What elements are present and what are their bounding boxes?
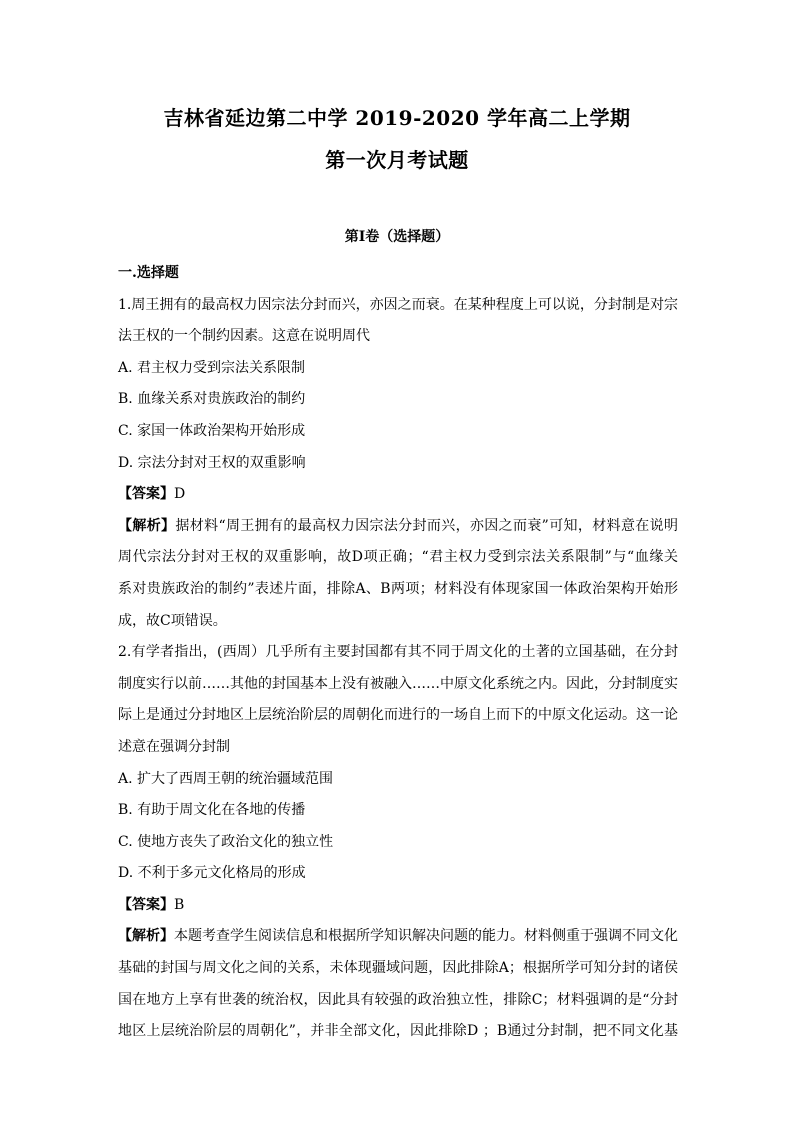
analysis-line: 基础的封国与周文化之间的关系，未体现疆域问题，因此排除A；根据所学可知分封的诸侯 (118, 960, 678, 977)
question-stem-line: 述意在强调分封制 (118, 738, 230, 755)
option-d: D. 不利于多元文化格局的形成 (118, 865, 306, 882)
option-b: B. 有助于周文化在各地的传播 (118, 802, 306, 819)
document-subtitle: 第一次月考试题 (325, 148, 469, 172)
question-stem-line: 法王权的一个制约因素。这意在说明周代 (118, 328, 370, 345)
question-1 (118, 290, 678, 638)
section-heading: 第Ⅰ卷（选择题） (344, 229, 450, 245)
document-body (118, 258, 678, 1048)
answer-line (118, 479, 678, 511)
analysis-line: 地区上层统治阶层的周朝化”，并非全部文化，因此排除D ；B通过分封制，把不同文化基 (118, 1023, 678, 1040)
option-a: A. 君主权力受到宗法关系限制 (118, 359, 306, 376)
analysis-label: 【解析】 (118, 928, 174, 945)
answer-label: 【答案】 (118, 486, 174, 503)
question-2 (118, 637, 678, 1048)
question-stem-line: 1.周王拥有的最高权力因宗法分封而兴，亦因之而衰。在某种程度上可以说，分封制是对宗 (118, 296, 678, 313)
analysis-line: 成，故C项错误。 (118, 612, 227, 629)
option-d: D. 宗法分封对王权的双重影响 (118, 454, 306, 471)
analysis-line (118, 921, 678, 953)
analysis-text: 据材料“周王拥有的最高权力因宗法分封而兴，亦因之而衰”可知，材料意在说明 (175, 517, 679, 534)
analysis-label: 【解析】 (118, 517, 176, 534)
analysis-line: 国在地方上享有世袭的统治权，因此具有较强的政治独立性，排除C；材料强调的是“分封 (118, 991, 678, 1008)
analysis-text: 本题考查学生阅读信息和根据所学知识解决问题的能力。材料侧重于强调不同文化 (174, 928, 678, 945)
analysis-line: 周代宗法分封对王权的双重影响，故D项正确；“君主权力受到宗法关系限制”与“血缘关 (118, 549, 678, 566)
document-title: 吉林省延边第二中学 2019-2020 学年高二上学期 (163, 106, 631, 130)
option-b: B. 血缘关系对贵族政治的制约 (118, 391, 306, 408)
answer-label: 【答案】 (118, 896, 174, 913)
option-c: C. 家国一体政治架构开始形成 (118, 422, 306, 439)
part-heading: 一.选择题 (118, 265, 179, 281)
question-stem-line: 2.有学者指出，(西周）几乎所有主要封国都有其不同于周文化的土著的立国基础，在分封 (118, 644, 678, 661)
option-a: A. 扩大了西周王朝的统治疆域范围 (118, 770, 334, 787)
question-stem-line: 际上是通过分封地区上层统治阶层的周朝化而进行的一场自上而下的中原文化运动。这一论 (118, 707, 678, 724)
answer-value: B (174, 896, 185, 913)
analysis-line (118, 511, 678, 543)
question-stem-line: 制度实行以前……其他的封国基本上没有被融入……中原文化系统之内。因此，分封制度实 (118, 675, 678, 692)
answer-value: D (174, 486, 186, 503)
analysis-line: 系对贵族政治的制约”表述片面，排除A、B两项；材料没有体现家国一体政治架构开始形 (118, 580, 678, 597)
answer-line (118, 890, 678, 922)
option-c: C. 使地方丧失了政治文化的独立性 (118, 833, 334, 850)
